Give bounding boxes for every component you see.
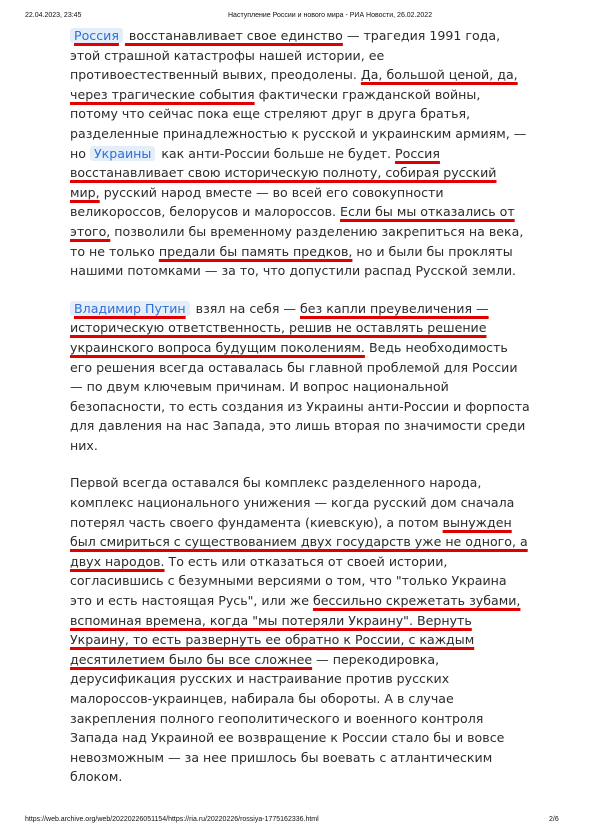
body-text: — перекодировка, дерусификация русских и настраивание против русских малороссов-украинцев, набирала бы обороты. А в случае закрепления полного геополитического и военного контроля Запада над Украиной ее возвращение к России стало бы и вовсе невозможным — за нее пришлось бы воевать с атлантическим блоком. [70, 651, 505, 785]
article-body [70, 26, 530, 805]
highlighted-text: восстанавливает свое единство [124, 28, 343, 43]
tag-link-putin[interactable]: Владимир Путин [70, 301, 190, 316]
tag-link-ukraine[interactable]: Украины [90, 146, 155, 161]
body-text: — трагедия 1991 года, этой страшной катастрофы нашей истории, ее противоестественный вывих, преодолены. [70, 28, 501, 83]
body-text: фактически гражданской войны, потому что сейчас пока еще стреляют друг в друга братья, разделенные принадлежностью к русской и украинским армиям, — но [70, 86, 527, 161]
highlighted-text: без капли преувеличения — историческую ответственность, решив не оставлять решение украинского вопроса будущим поколениям. [70, 300, 489, 355]
body-text: Ведь необходимость его решения всегда оставалась бы главной проблемой для России — по двум ключевым причинам. И вопрос национальной безопасности, то есть создания из Украины анти-России и форпоста для давления на нас Запада, это лишь вторая по значимости среди них. [70, 339, 530, 453]
article-paragraph-1 [70, 26, 530, 281]
article-paragraph-3 [70, 473, 530, 787]
body-text: как анти-России больше не будет. [157, 145, 396, 161]
print-page-number: 2/6 [549, 816, 559, 823]
body-text: позволили бы временному разделению закрепиться на века, то не только [70, 223, 524, 259]
highlighted-text: Россия восстанавливает свою историческую полноту, собирая русский мир, [70, 145, 497, 200]
body-text: Первой всегда оставался бы комплекс разделенного народа, комплекс национального унижения — когда русский дом сначала потерял часть своего фундамента (киевскую), а потом [70, 475, 515, 530]
body-text: То есть или отказаться от своей истории, согласившись с безумными версиями о том, что "только Украина это и есть настоящая Русь", или же [70, 553, 507, 609]
body-text: русский народ вместе — во всей его совокупности великороссов, белорусов и малороссов. [70, 184, 444, 220]
highlighted-text: предали бы память предков, [158, 243, 353, 259]
tag-link-russia[interactable]: Россия [70, 28, 123, 43]
body-text: взял на себя — [191, 300, 300, 316]
print-datetime: 22.04.2023, 23:45 [25, 12, 82, 19]
highlighted-text: Если бы мы отказались от этого, [70, 204, 515, 239]
print-page-title: Наступление России и нового мира - РИА Новости, 26.02.2022 [228, 12, 433, 19]
highlighted-text: бессильно скрежетать зубами, вспоминая времена, когда "мы потеряли Украину". Вернуть Украину, то есть развернуть ее обратно к России, с каждым десятилетием было бы все сложнее [70, 593, 521, 667]
highlighted-text: вынужден был смириться с существованием двух государств уже не одного, а двух народов. [70, 514, 528, 569]
highlighted-text: Да, большой ценой, да, через трагические события [70, 67, 518, 102]
article-paragraph-2 [70, 299, 530, 456]
print-url: https://web.archive.org/web/20220226051154/https://ria.ru/20220226/rossiya-1775162336.html [25, 816, 319, 823]
body-text: но и были бы прокляты нашими потомками — за то, что допустили распад Русской земли. [70, 243, 517, 279]
